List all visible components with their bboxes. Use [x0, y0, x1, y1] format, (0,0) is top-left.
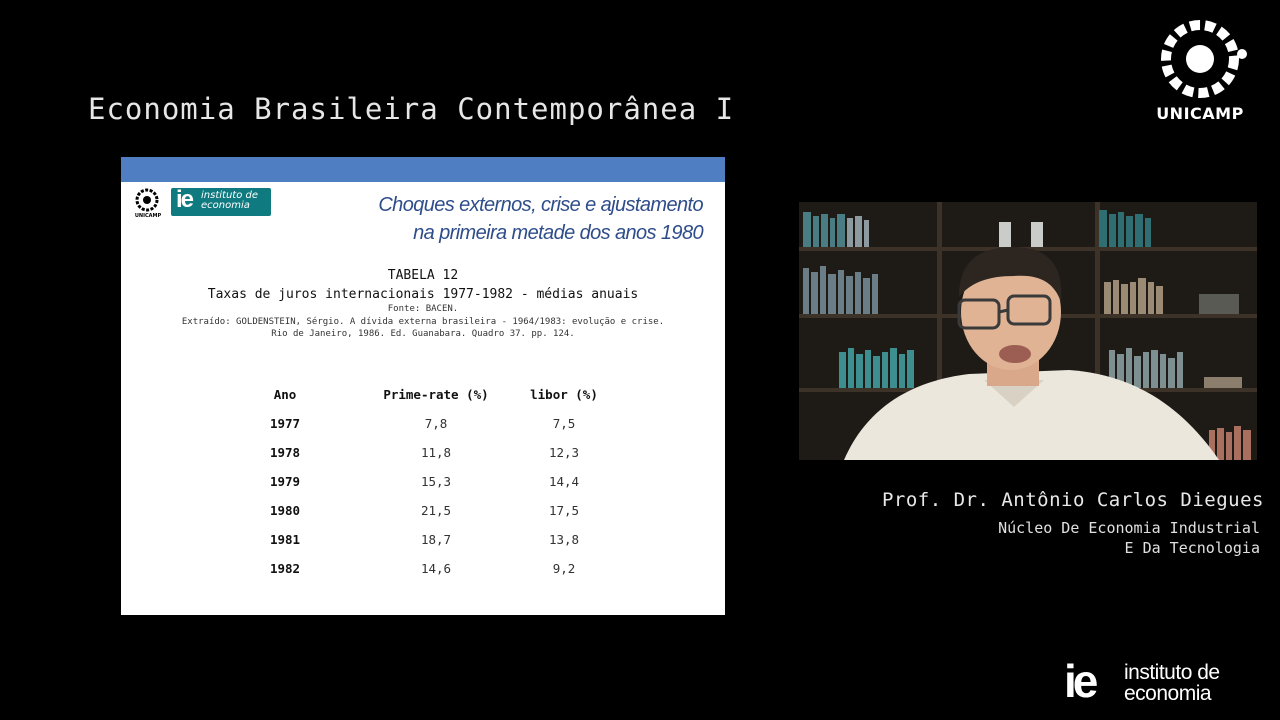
slide-header-bar: [121, 157, 725, 182]
cell-year: 1980: [269, 503, 301, 518]
course-title: Economia Brasileira Contemporânea I: [88, 92, 735, 126]
cell-year: 1979: [269, 474, 301, 489]
ie-logo-line1: instituto de: [1124, 661, 1220, 684]
slide-ie-logo: [171, 188, 271, 216]
table-title: Taxas de juros internacionais 1977-1982 - médias anuais: [207, 287, 639, 302]
presenter-video-frame: [799, 202, 1257, 460]
ie-logo-text: instituto de economia: [201, 190, 259, 211]
cell-prime-rate: 7,8: [424, 416, 448, 431]
table-row: [251, 474, 631, 494]
cell-year: 1977: [269, 416, 301, 431]
table-citation: [121, 316, 725, 340]
cell-prime-rate: 14,6: [420, 561, 452, 576]
table-row: [251, 503, 631, 523]
table-source: Fonte: BACEN.: [387, 304, 459, 314]
cell-year: 1982: [269, 561, 301, 576]
unicamp-wordmark: UNICAMP: [1156, 104, 1244, 123]
citation-line1: Extraído: GOLDENSTEIN, Sérgio. A dívida externa brasileira - 1964/1983: evolução e crise.: [181, 317, 665, 327]
slide-heading-line2: na primeira metade dos anos 1980: [413, 222, 703, 244]
presentation-slide: [121, 157, 725, 615]
department-line2: E Da Tecnologia: [1124, 539, 1260, 557]
table-row: [251, 532, 631, 552]
unicamp-emblem-icon: [131, 187, 165, 213]
cell-year: 1981: [269, 532, 301, 547]
column-header-libor: libor (%): [530, 387, 598, 402]
ie-logo-line2: economia: [1124, 682, 1212, 705]
presenter-video: [799, 202, 1257, 460]
instituto-economia-logo: [1064, 655, 1269, 710]
cell-year: 1978: [269, 445, 301, 460]
table-header-row: [251, 387, 631, 407]
cell-libor: 9,2: [552, 561, 576, 576]
ie-logo-mark: ie: [176, 186, 193, 213]
table-label: TABELA 12: [387, 268, 459, 283]
column-header-prime-rate: Prime-rate (%): [383, 387, 489, 402]
unicamp-emblem-icon: [1150, 14, 1250, 104]
cell-prime-rate: 21,5: [420, 503, 452, 518]
slide-logos: [131, 187, 281, 221]
ie-logo-mark: ie: [1064, 655, 1095, 707]
cell-prime-rate: 11,8: [420, 445, 452, 460]
cell-libor: 17,5: [548, 503, 580, 518]
column-header-year: Ano: [273, 387, 297, 402]
table-row: [251, 561, 631, 581]
slide-unicamp-logo: [131, 187, 163, 221]
presenter-department: [998, 518, 1260, 558]
cell-libor: 7,5: [552, 416, 576, 431]
slide-heading-line1: Choques externos, crise e ajustamento: [378, 194, 703, 216]
presenter-name: Prof. Dr. Antônio Carlos Diegues: [881, 489, 1264, 511]
citation-line2: Rio de Janeiro, 1986. Ed. Guanabara. Quadro 37. pp. 124.: [271, 329, 575, 339]
slide-unicamp-text: UNICAMP: [134, 213, 162, 219]
unicamp-logo: [1140, 14, 1260, 126]
department-line1: Núcleo De Economia Industrial: [998, 519, 1260, 537]
cell-prime-rate: 15,3: [420, 474, 452, 489]
cell-prime-rate: 18,7: [420, 532, 452, 547]
slide-heading: [291, 191, 703, 247]
table-row: [251, 416, 631, 436]
table-row: [251, 445, 631, 465]
cell-libor: 14,4: [548, 474, 580, 489]
cell-libor: 13,8: [548, 532, 580, 547]
cell-libor: 12,3: [548, 445, 580, 460]
